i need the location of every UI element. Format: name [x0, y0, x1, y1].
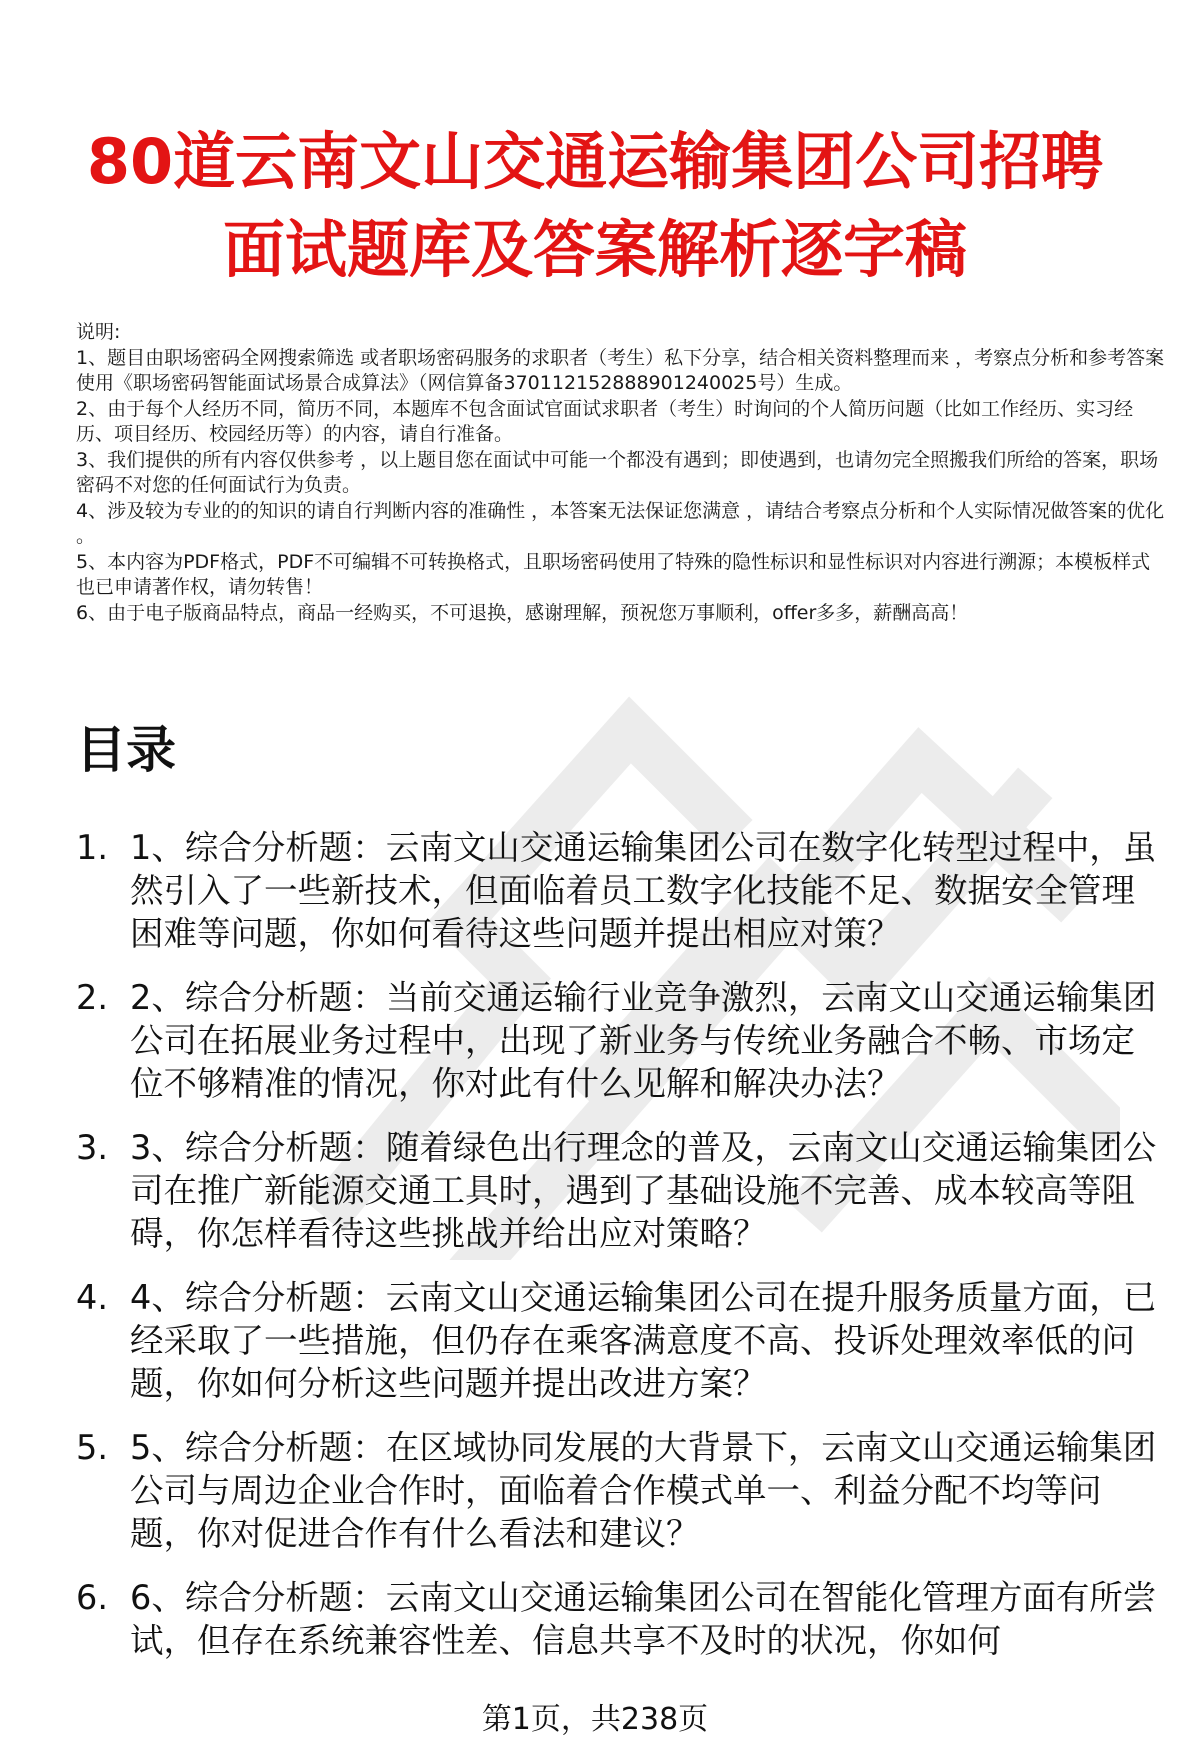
- instruction-item: 6、由于电子版商品特点，商品一经购买，不可退换，感谢理解，预祝您万事顺利，offer多多，薪酬高高！: [76, 601, 969, 624]
- instruction-item: 2、由于每个人经历不同，简历不同，本题库不包含面试官面试求职者（考生）时询问的个人简历问题（比如工作经历、实习经历、项目经历、校园经历等）的内容，请自行准备。: [76, 397, 1134, 445]
- toc-item-number: 3.: [76, 1128, 108, 1167]
- toc-item[interactable]: [76, 976, 1166, 1105]
- document-title: 80道云南文山交通运输集团公司招聘面试题库及答案解析逐字稿: [86, 125, 1104, 286]
- toc-item-title[interactable]: 3、综合分析题：随着绿色出行理念的普及，云南文山交通运输集团公司在推广新能源交通工具时，遇到了基础设施不完善、成本较高等阻碍，你怎样看待这些挑战并给出应对策略？: [130, 1128, 1157, 1253]
- toc-item-number: 1.: [76, 828, 108, 867]
- toc-item-number: 4.: [76, 1278, 108, 1317]
- instruction-item: 3、我们提供的所有内容仅供参考 ，以上题目您在面试中可能一个都没有遇到；即使遇到，也请勿完全照搬我们所给的答案，职场密码不对您的任何面试行为负责。: [76, 448, 1159, 496]
- toc-item-title[interactable]: 5、综合分析题：在区域协同发展的大背景下，云南文山交通运输集团公司与周边企业合作时，面临着合作模式单一、利益分配不均等问题，你对促进合作有什么看法和建议？: [130, 1428, 1157, 1553]
- toc-heading: 目录: [76, 721, 176, 779]
- toc-item[interactable]: [76, 1126, 1166, 1255]
- toc-item[interactable]: [76, 1426, 1166, 1555]
- instructions-section: [76, 320, 1166, 626]
- toc-item[interactable]: [76, 1276, 1166, 1405]
- instruction-item: 5、本内容为PDF格式，PDF不可编辑不可转换格式，且职场密码使用了特殊的隐性标识和显性标识对内容进行溯源；本模板样式也已申请著作权，请勿转售！: [76, 550, 1151, 598]
- toc-item-number: 5.: [76, 1428, 108, 1467]
- toc-list: [76, 826, 1166, 1683]
- toc-item[interactable]: [76, 1576, 1166, 1662]
- instruction-item: 4、涉及较为专业的的知识的请自行判断内容的准确性 ，本答案无法保证您满意 ，请结合考察点分析和个人实际情况做答案的优化 。: [76, 499, 1165, 547]
- toc-item-title[interactable]: 4、综合分析题：云南文山交通运输集团公司在提升服务质量方面，已经采取了一些措施，但仍存在乘客满意度不高、投诉处理效率低的问题，你如何分析这些问题并提出改进方案？: [130, 1278, 1157, 1403]
- toc-item-title[interactable]: 1、综合分析题：云南文山交通运输集团公司在数字化转型过程中，虽然引入了一些新技术，但面临着员工数字化技能不足、数据安全管理困难等问题，你如何看待这些问题并提出相应对策？: [130, 828, 1157, 953]
- page-number: 第1页，共238页: [481, 1702, 709, 1737]
- toc-item-title[interactable]: 2、综合分析题：当前交通运输行业竞争激烈，云南文山交通运输集团公司在拓展业务过程中，出现了新业务与传统业务融合不畅、市场定位不够精准的情况，你对此有什么见解和解决办法？: [130, 978, 1157, 1103]
- instruction-item: 1、题目由职场密码全网搜索筛选 或者职场密码服务的求职者（考生）私下分享，结合相关资料整理而来 ，考察点分析和参考答案使用《职场密码智能面试场景合成算法》（网信算备370112152888901240025号）生成。: [76, 346, 1165, 394]
- instructions-heading: 说明:: [76, 321, 121, 343]
- toc-item-number: 2.: [76, 978, 108, 1017]
- toc-item-number: 6.: [76, 1578, 108, 1617]
- toc-item-title[interactable]: 6、综合分析题：云南文山交通运输集团公司在智能化管理方面有所尝试，但存在系统兼容性差、信息共享不及时的状况，你如何: [130, 1578, 1157, 1660]
- toc-item[interactable]: [76, 826, 1166, 955]
